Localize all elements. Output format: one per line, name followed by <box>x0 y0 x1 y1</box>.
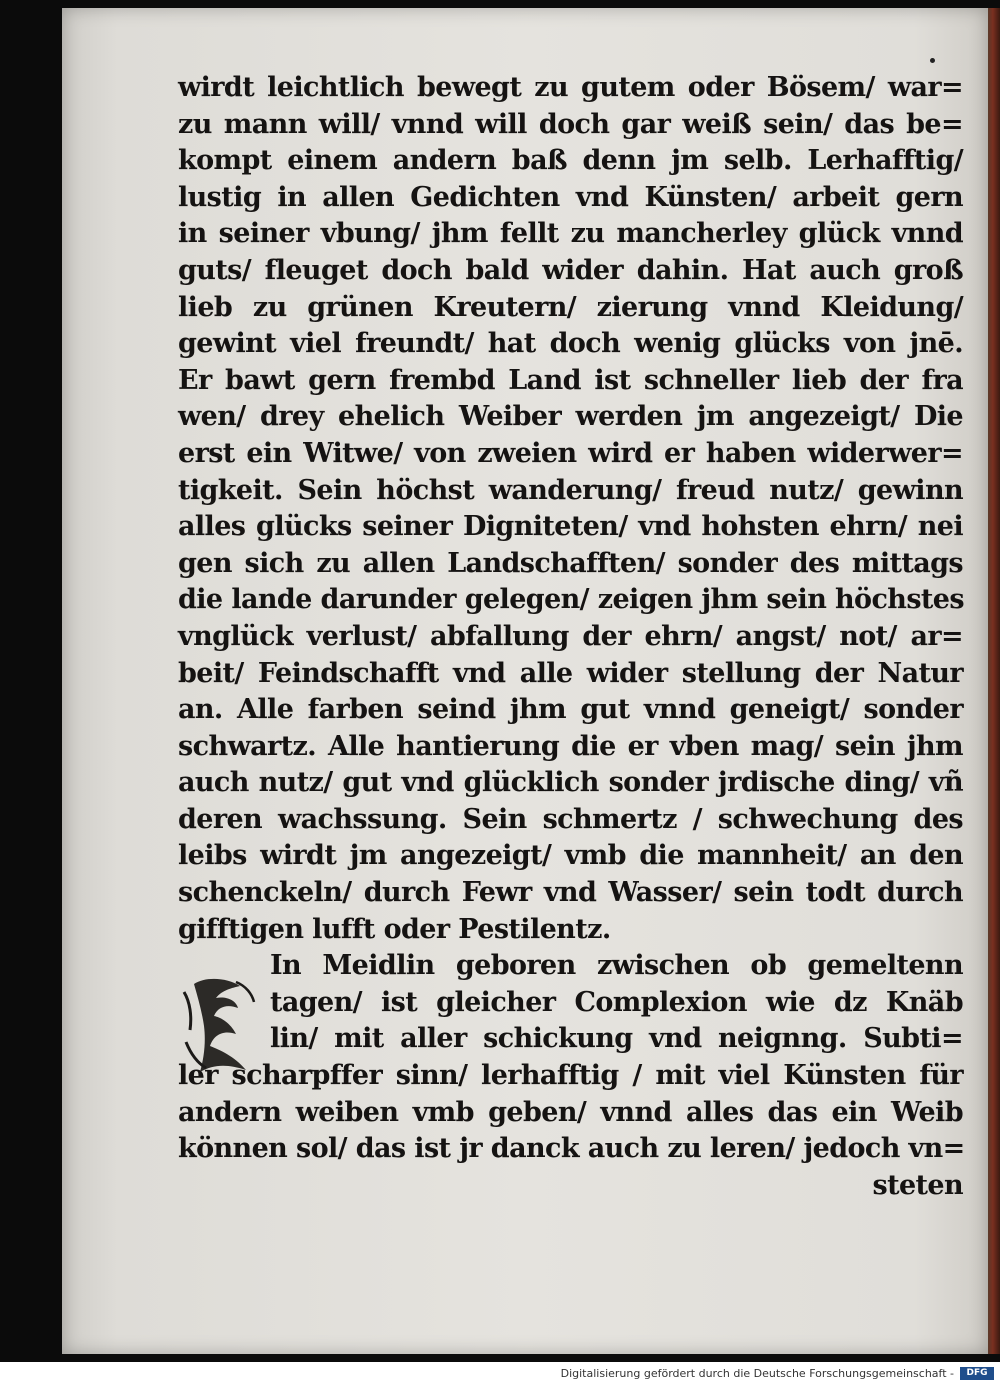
text-line: kompt einem andern baß denn jm selb. Lerhafftig/ <box>178 145 963 177</box>
text-line: schwartz. Alle hantierung die er vben mag/ sein jhm <box>178 730 963 762</box>
text-line: die lande darunder gelegen/ zeigen jhm sein höchstes <box>178 584 964 616</box>
paragraph-2 <box>178 948 963 1204</box>
paragraph-1 <box>178 70 963 948</box>
text-line: In Meidlin geboren zwischen ob gemeltenn <box>270 950 963 982</box>
text-line: gifftigen lufft oder Pestilentz. <box>178 913 611 945</box>
decorated-initial-icon <box>176 972 262 1082</box>
text-line: erst ein Witwe/ von zweien wird er haben widerwer= <box>178 437 963 469</box>
text-line: ler scharpffer sinn/ lerhafftig / mit viel Künsten für <box>178 1060 963 1092</box>
page-text <box>178 70 963 1204</box>
text-line: gen sich zu allen Landschafften/ sonder des mittags <box>178 547 963 579</box>
text-line: lustig in allen Gedichten vnd Künsten/ arbeit gern <box>178 181 963 213</box>
text-line: schenckeln/ durch Fewr vnd Wasser/ sein todt durch <box>178 877 963 909</box>
text-line: können sol/ das ist jr danck auch zu leren/ jedoch vn= <box>178 1133 965 1165</box>
footer-bar <box>0 1362 1000 1385</box>
ink-speck <box>930 58 935 63</box>
text-line: gewint viel freundt/ hat doch wenig glücks von jnē. <box>178 328 963 360</box>
text-line: deren wachssung. Sein schmertz / schwechung des <box>178 803 963 835</box>
initial-letter-svg <box>176 972 262 1082</box>
text-line: beit/ Feindschafft vnd alle wider stellung der Natur <box>178 657 963 689</box>
text-line: tagen/ ist gleicher Complexion wie dz Knäb <box>270 986 963 1018</box>
catchword: steten <box>872 1169 963 1201</box>
page-edge <box>988 8 1000 1354</box>
text-line: an. Alle farben seind jhm gut vnnd geneigt/ sonder <box>178 694 963 726</box>
text-line: wen/ drey ehelich Weiber werden jm angezeigt/ Die <box>178 401 963 433</box>
text-line: lin/ mit aller schickung vnd neignng. Subti= <box>270 1023 963 1055</box>
text-line: alles glücks seiner Digniteten/ vnd hohsten ehrn/ nei <box>178 511 963 543</box>
funding-credit: Digitalisierung gefördert durch die Deutsche Forschungsgemeinschaft - <box>560 1367 954 1380</box>
text-line: tigkeit. Sein höchst wanderung/ freud nutz/ gewinn <box>178 474 963 506</box>
text-line: zu mann will/ vnnd will doch gar weiß sein/ das be= <box>178 108 963 140</box>
text-line: vnglück verlust/ abfallung der ehrn/ angst/ not/ ar= <box>178 620 963 652</box>
text-line: in seiner vbung/ jhm fellt zu mancherley glück vnnd <box>178 218 963 250</box>
text-line: Er bawt gern frembd Land ist schneller lieb der fra <box>178 364 963 396</box>
text-line: wirdt leichtlich bewegt zu gutem oder Bösem/ war= <box>178 72 963 103</box>
text-line: lieb zu grünen Kreutern/ zierung vnnd Kleidung/ <box>178 291 963 323</box>
text-line: andern weiben vmb geben/ vnnd alles das ein Weib <box>178 1096 963 1128</box>
text-line: leibs wirdt jm angezeigt/ vmb die mannheit/ an den <box>178 840 963 872</box>
text-line: guts/ fleuget doch bald wider dahin. Hat auch groß <box>178 254 963 286</box>
text-line: auch nutz/ gut vnd glücklich sonder jrdische ding/ vñ <box>178 767 963 799</box>
dfg-logo-icon: DFG <box>960 1367 994 1380</box>
